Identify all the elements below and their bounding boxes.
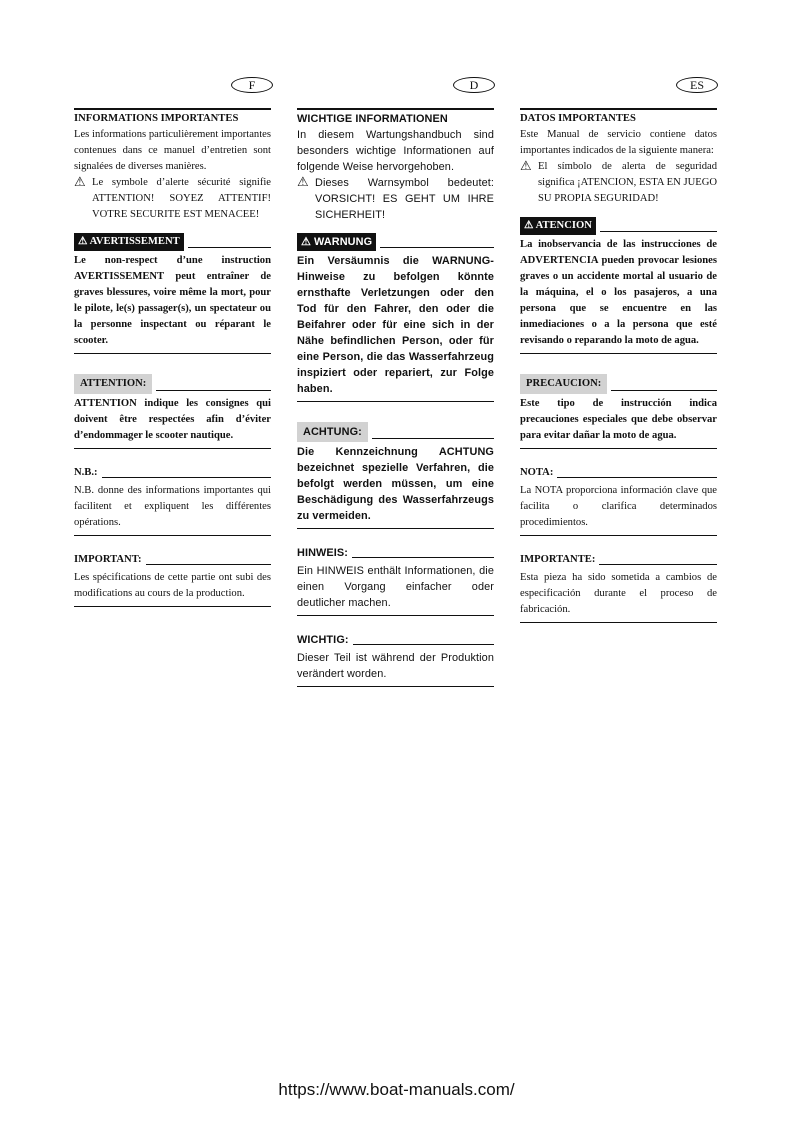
warning-text: Le non-respect d’une instruction AVERTISSEMENT peut entraîner de graves blessures, voire même la mort, pour le pilote, le(s) passager(s), un spectateur ou la personne inspectant ou réparant le scooter. xyxy=(74,255,271,346)
caution-block xyxy=(520,374,717,449)
warning-block xyxy=(297,233,494,402)
warning-triangle-icon: ⚠ xyxy=(74,174,86,189)
warning-text: Ein Versäumnis die WARNUNG-Hinweise zu befolgen könnte ernsthafte Verletzungen oder den Tod für den Fahrer, den oder die Beifahrer oder für eine sich in der Nähe befindlichen Person, oder für eine Person, die das Wasserfahrzeug inspiziert oder repariert, zur Folge haben. xyxy=(297,255,494,395)
safety-symbol-text: Le symbole d’alerte sécurité signifie ATTENTION! SOYEZ ATTENTIF! VOTRE SECURITE EST MENACEE! xyxy=(92,177,271,220)
safety-symbol-text: El símbolo de alerta de seguridad significa ¡ATENCION, ESTA EN JUEGO SU PROPIA SEGURIDAD! xyxy=(538,161,717,204)
caution-label: PRECAUCION: xyxy=(520,374,607,394)
language-badge-de: D xyxy=(453,77,495,93)
footer-url: https://www.boat-manuals.com/ xyxy=(278,1080,515,1099)
intro-text: In diesem Wartungshandbuch sind besonders wichtige Informationen auf folgende Weise hervorgehoben. xyxy=(297,129,494,173)
warning-triangle-icon: ⚠ xyxy=(297,174,309,189)
note-block xyxy=(74,465,271,536)
warning-label: ⚠ AVERTISSEMENT xyxy=(74,233,184,251)
caution-label: ATTENTION: xyxy=(74,374,152,394)
caution-label: ACHTUNG: xyxy=(297,422,368,442)
note-label: NOTA: xyxy=(520,467,554,478)
column-german xyxy=(297,108,494,687)
note-text: La NOTA proporciona información clave que facilita o clarifica determinados procedimientos. xyxy=(520,485,717,528)
safety-symbol-note xyxy=(74,175,271,223)
warning-label: ⚠ WARNUNG xyxy=(297,233,376,251)
note-block xyxy=(520,465,717,536)
warning-block xyxy=(520,217,717,354)
language-badge-es: ES xyxy=(676,77,718,93)
important-block xyxy=(520,552,717,623)
important-block xyxy=(297,632,494,687)
note-label: HINWEIS: xyxy=(297,547,349,559)
intro-text: Este Manual de servicio contiene datos importantes indicados de la siguiente manera: xyxy=(520,129,717,156)
intro-text: Les informations particulièrement importantes contenues dans ce manuel d’entretien sont signalées de diverses manières. xyxy=(74,129,271,172)
important-label: IMPORTANT: xyxy=(74,554,142,565)
section-title: DATOS IMPORTANTES xyxy=(520,108,717,127)
caution-text: Die Kennzeichnung ACHTUNG bezeichnet spezielle Verfahren, die befolgt werden müssen, um eine Beschädigung des Wasserfahrzeugs zu vermeiden. xyxy=(297,446,494,522)
note-block xyxy=(297,545,494,616)
important-text: Dieser Teil ist während der Produktion verändert worden. xyxy=(297,652,494,680)
important-block xyxy=(74,552,271,607)
caution-text: ATTENTION indique les consignes qui doivent être respectées afin d’éviter d’endommager le scooter nautique. xyxy=(74,398,271,441)
caution-block xyxy=(74,374,271,449)
important-label: IMPORTANTE: xyxy=(520,554,596,565)
important-text: Esta pieza ha sido sometida a cambios de especificación durante el proceso de fabricación. xyxy=(520,572,717,615)
note-text: N.B. donne des informations importantes qui facilitent et expliquent les différentes opérations. xyxy=(74,485,271,528)
safety-symbol-text: Dieses Warnsymbol bedeutet: VORSICHT! ES GEHT UM IHRE SICHERHEIT! xyxy=(315,177,494,221)
language-badge-fr: F xyxy=(231,77,273,93)
note-text: Ein HINWEIS enthält Informationen, die einen Vorgang einfacher oder deutlicher machen. xyxy=(297,565,494,609)
section-title: WICHTIGE INFORMATIONEN xyxy=(297,108,494,127)
warning-text: La inobservancia de las instrucciones de ADVERTENCIA pueden provocar lesiones graves o un accidente mortal al usuario de la máquina, el o los pasajeros, a una persona que se encuentre en las inmediaciones o a la persona que esté revisando o reparando la moto de agua. xyxy=(520,239,717,346)
safety-symbol-note xyxy=(297,175,494,223)
safety-symbol-note xyxy=(520,159,717,207)
warning-block xyxy=(74,233,271,354)
warning-triangle-icon: ⚠ xyxy=(520,158,532,173)
column-spanish xyxy=(520,108,717,623)
caution-block xyxy=(297,422,494,529)
important-text: Les spécifications de cette partie ont subi des modifications au cours de la production. xyxy=(74,572,271,599)
warning-label: ⚠ ATENCION xyxy=(520,217,596,235)
note-label: N.B.: xyxy=(74,467,98,478)
caution-text: Este tipo de instrucción indica precauciones especiales que debe observar para evitar dañar la moto de agua. xyxy=(520,398,717,441)
column-french xyxy=(74,108,271,607)
important-label: WICHTIG: xyxy=(297,634,349,646)
section-title: INFORMATIONS IMPORTANTES xyxy=(74,108,271,127)
